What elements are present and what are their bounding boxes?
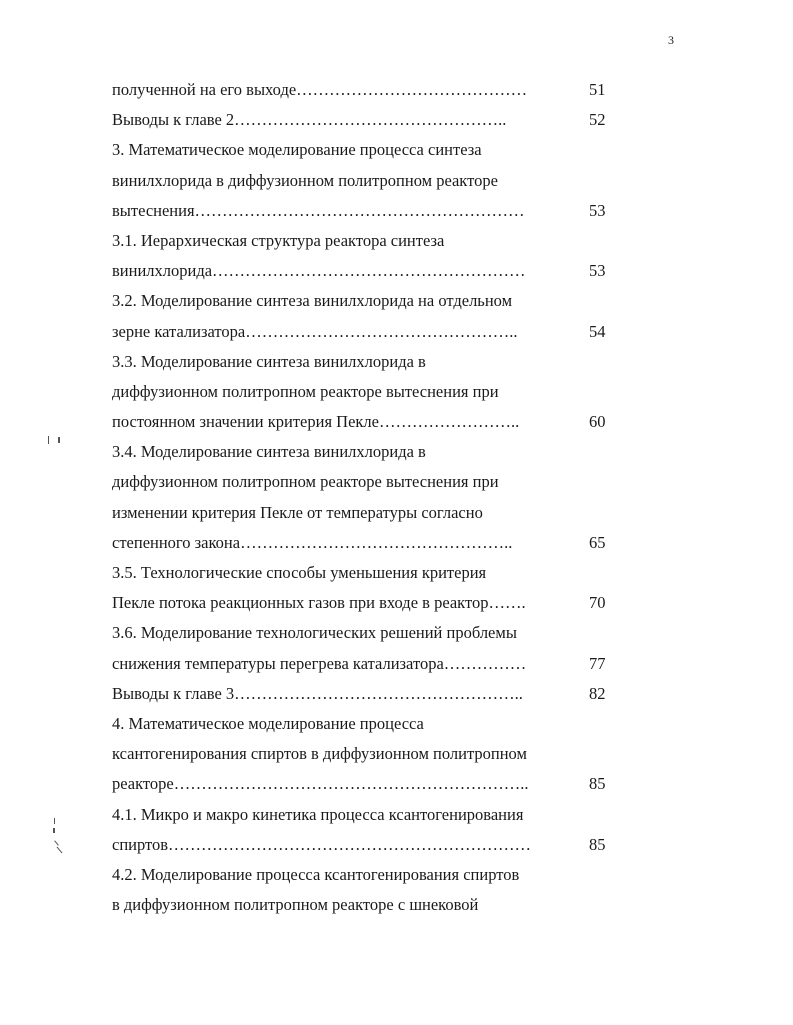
toc-entry <box>112 437 612 467</box>
toc-entry <box>112 769 612 799</box>
toc-entry-text: снижения температуры перегрева катализатора…………… <box>112 653 527 673</box>
toc-entry-text: 4. Математическое моделирование процесса <box>112 713 424 733</box>
toc-entry <box>112 317 612 347</box>
toc-entry-text: 3.1. Иерархическая структура реактора синтеза <box>112 230 445 250</box>
toc-entry-text: Пекле потока реакционных газов при входе в реактор……. <box>112 593 526 613</box>
toc-entry <box>112 407 612 437</box>
toc-entry-page-number: 53 <box>589 200 606 220</box>
scan-artifact <box>57 847 63 854</box>
toc-entry <box>112 75 612 105</box>
toc-entry-page-number: 70 <box>589 593 606 613</box>
scan-artifact <box>54 840 59 845</box>
toc-entry-text: Выводы к главе 2………………………………………….. <box>112 110 507 130</box>
toc-entry-text: Выводы к главе 3…………………………………………….. <box>112 683 523 703</box>
toc-entry-page-number: 77 <box>589 653 606 673</box>
toc-entry-text: винилхлорида в диффузионном политропном реакторе <box>112 170 498 190</box>
toc-entry <box>112 709 612 739</box>
toc-entry-page-number: 82 <box>589 683 606 703</box>
toc-entry-page-number: 53 <box>589 261 606 281</box>
toc-entry-page-number: 52 <box>589 110 606 130</box>
scan-artifact <box>54 818 55 824</box>
toc-entry-text: 3.3. Моделирование синтеза винилхлорида в <box>112 351 426 371</box>
toc-entry <box>112 377 612 407</box>
toc-entry <box>112 649 612 679</box>
toc-entry-text: 3.2. Моделирование синтеза винилхлорида на отдельном <box>112 291 513 311</box>
toc-entry <box>112 256 612 286</box>
scan-artifact <box>58 437 60 443</box>
toc-entry-text: 3.4. Моделирование синтеза винилхлорида в <box>112 442 426 462</box>
toc-entry-text: зерне катализатора………………………………………….. <box>112 321 518 341</box>
toc-entry-text: 3. Математическое моделирование процесса синтеза <box>112 140 482 160</box>
toc-entry-page-number: 65 <box>589 532 606 552</box>
toc-entry-text: 4.1. Микро и макро кинетика процесса ксантогенирования <box>112 804 524 824</box>
toc-entry <box>112 890 612 920</box>
toc-entry-text: спиртов………………………………………………………… <box>112 834 532 854</box>
page-number: 3 <box>668 33 674 47</box>
table-of-contents <box>112 75 612 920</box>
toc-entry-text: постоянном значении критерия Пекле…………………….. <box>112 412 520 432</box>
toc-entry-text: степенного закона………………………………………….. <box>112 532 513 552</box>
toc-entry-text: 3.5. Технологические способы уменьшения критерия <box>112 563 487 582</box>
toc-entry <box>112 528 612 558</box>
scan-artifact <box>53 828 55 833</box>
toc-entry <box>112 196 612 226</box>
toc-entry-page-number: 60 <box>589 412 606 432</box>
toc-entry-text: диффузионном политропном реакторе вытеснения при <box>112 381 499 401</box>
toc-entry-text: в диффузионном политропном реакторе с шнековой <box>112 895 479 915</box>
toc-entry-page-number: 85 <box>589 834 606 854</box>
toc-entry-text: ксантогенирования спиртов в диффузионном политропном <box>112 744 527 764</box>
toc-entry <box>112 800 612 830</box>
toc-entry <box>112 166 612 196</box>
toc-entry-text: реакторе……………………………………………………….. <box>112 774 529 794</box>
toc-entry-page-number: 51 <box>589 80 606 99</box>
toc-entry <box>112 347 612 377</box>
toc-entry-text: диффузионном политропном реакторе вытеснения при <box>112 472 499 492</box>
toc-entry <box>112 618 612 648</box>
toc-entry <box>112 679 612 709</box>
toc-entry-text: изменении критерия Пекле от температуры согласно <box>112 502 483 522</box>
toc-entry <box>112 739 612 769</box>
toc-entry <box>112 588 612 618</box>
toc-entry <box>112 830 612 860</box>
toc-entry <box>112 860 612 890</box>
toc-entry <box>112 467 612 497</box>
toc-entry-text: 4.2. Моделирование процесса ксантогенирования спиртов <box>112 864 520 884</box>
scan-artifact <box>48 436 49 444</box>
toc-entry-text: полученной на его выходе…………………………………… <box>112 80 528 99</box>
toc-entry <box>112 286 612 316</box>
toc-entry-text: 3.6. Моделирование технологических решений проблемы <box>112 623 517 643</box>
toc-entry-page-number: 54 <box>589 321 606 341</box>
toc-entry-page-number: 85 <box>589 774 606 794</box>
toc-entry <box>112 105 612 135</box>
toc-entry-text: вытеснения…………………………………………………… <box>112 200 525 220</box>
toc-entry-text: винилхлорида………………………………………………… <box>112 261 526 281</box>
toc-entry <box>112 226 612 256</box>
toc-entry <box>112 498 612 528</box>
toc-entry <box>112 558 612 588</box>
toc-entry <box>112 135 612 165</box>
